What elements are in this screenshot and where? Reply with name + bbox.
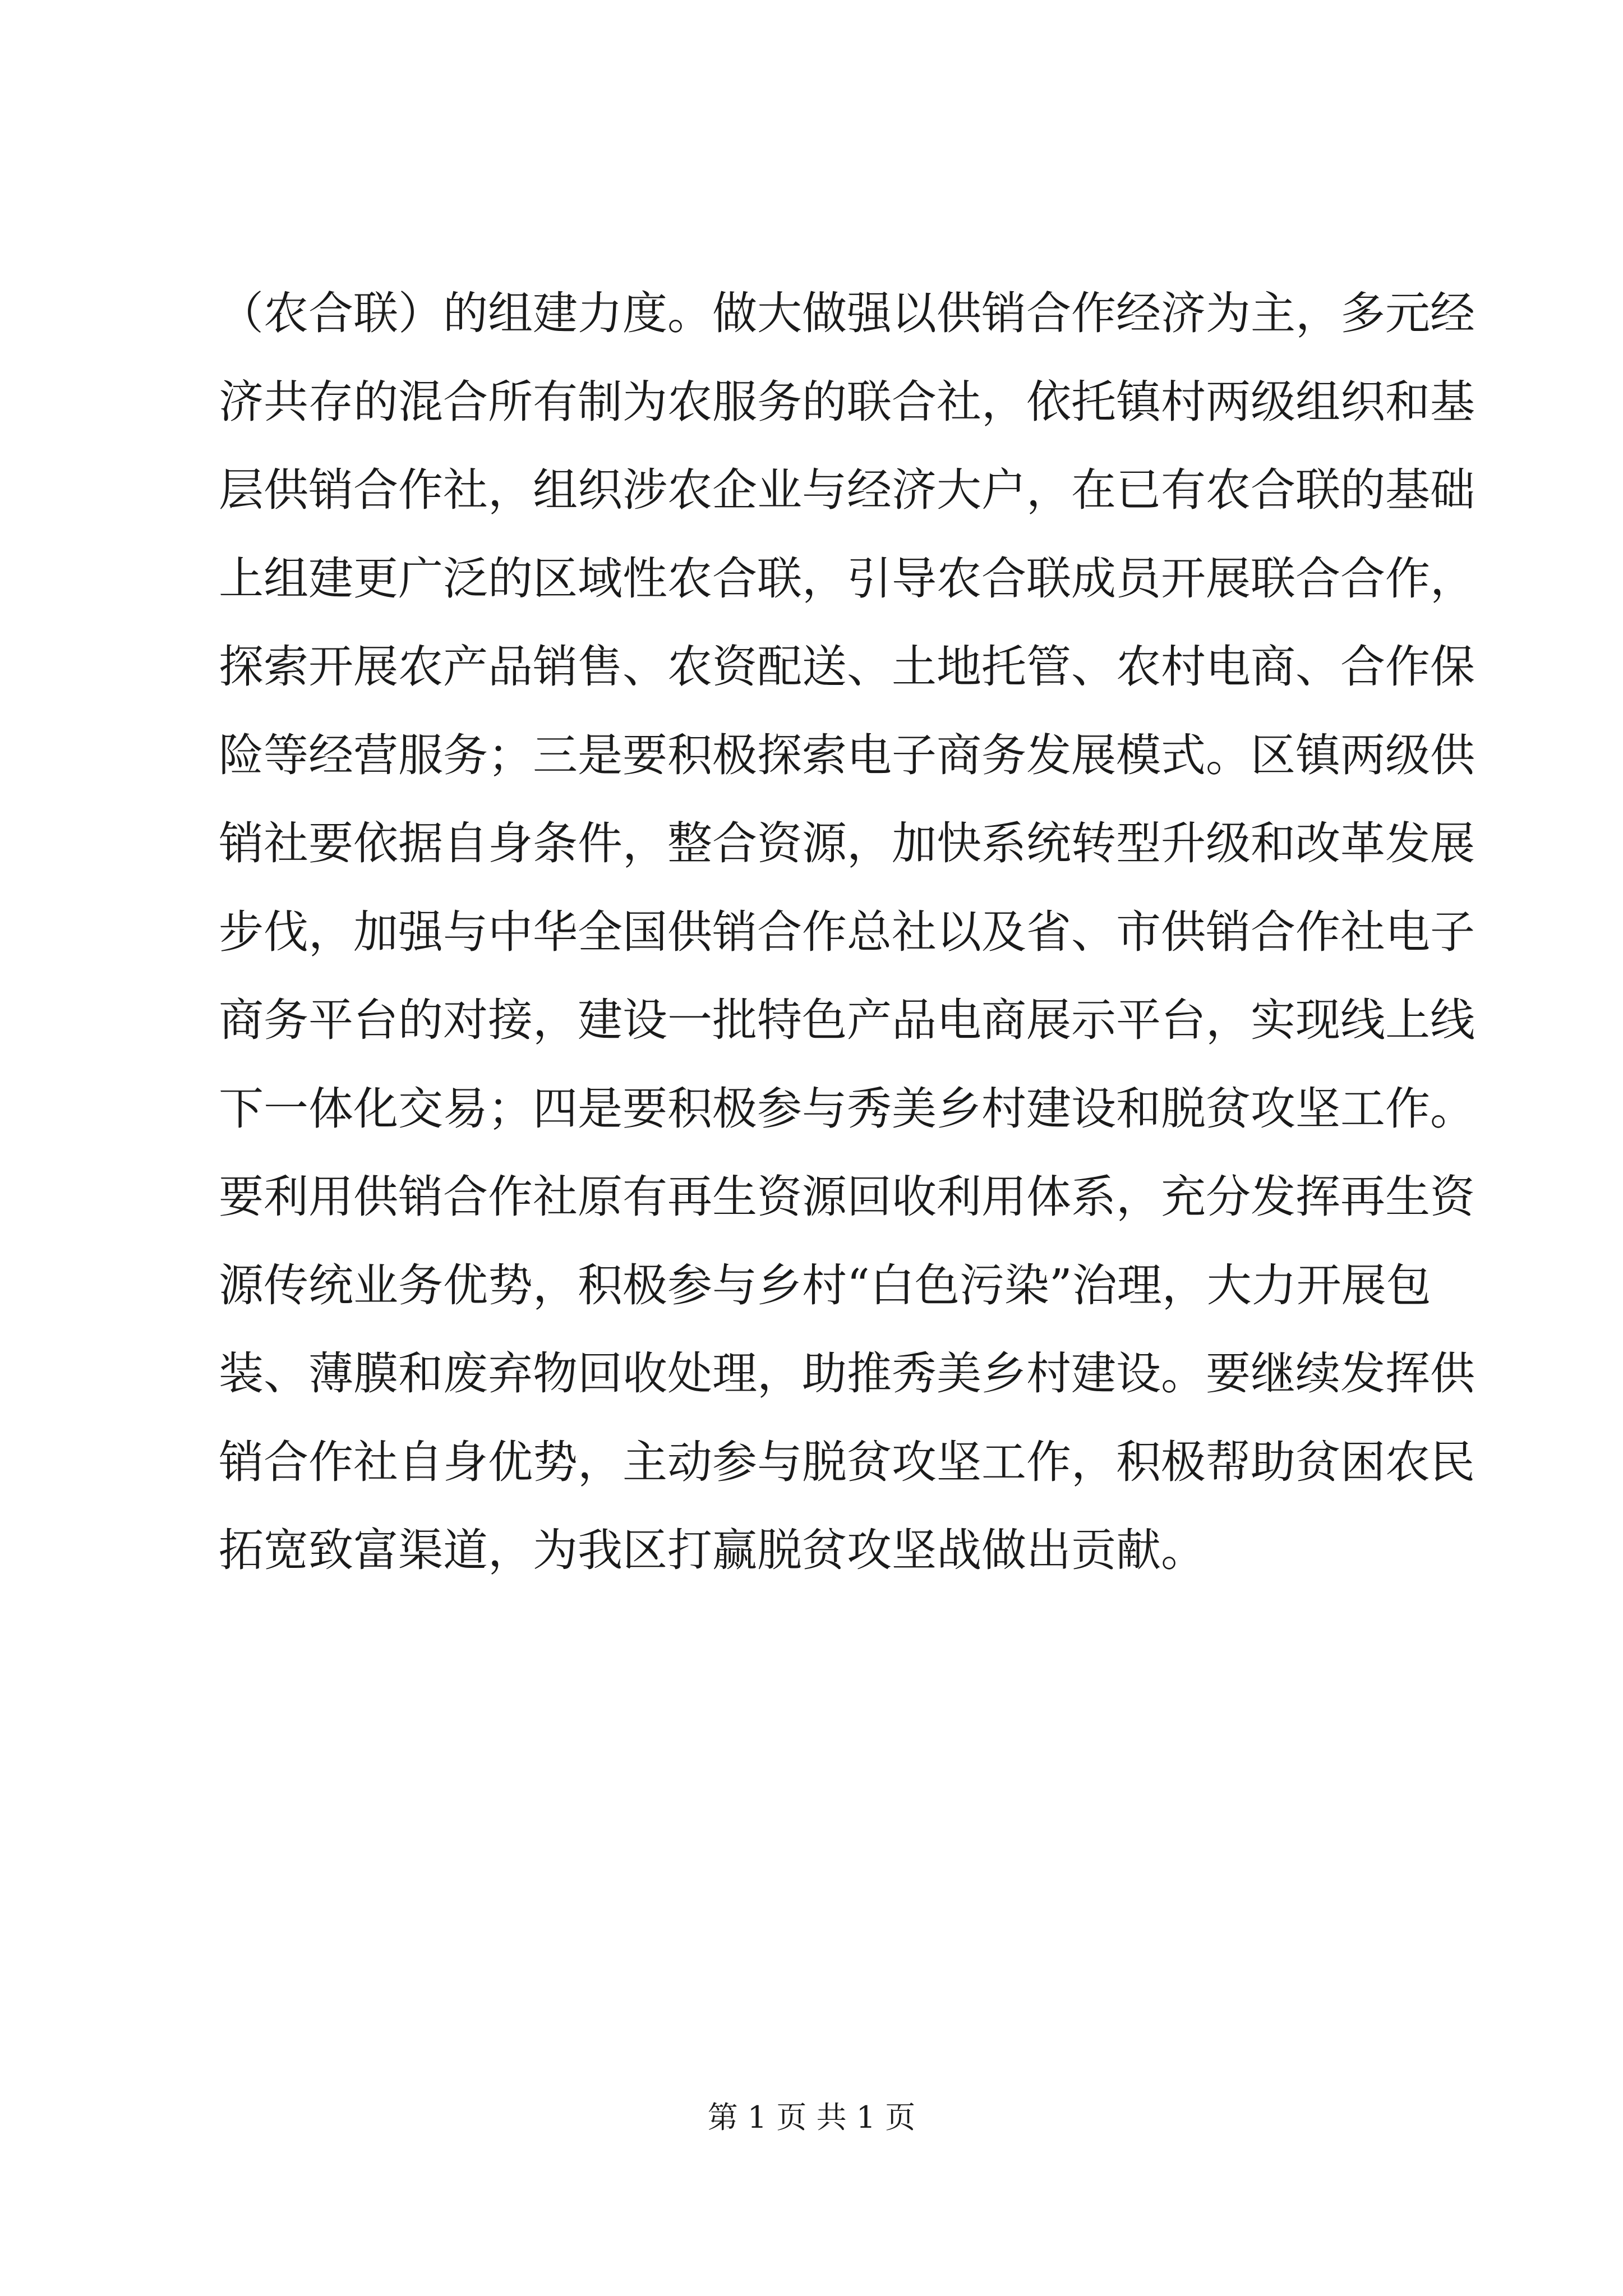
text-line: 探索开展农产品销售、农资配送、土地托管、农村电商、合作保 [219, 641, 1475, 693]
text-line: （农合联）的组建力度。做大做强以供销合作经济为主，多元经 [219, 287, 1475, 339]
text-line: 步伐，加强与中华全国供销合作总社以及省、市供销合作社电子 [219, 905, 1475, 958]
body-paragraph [219, 269, 1475, 1595]
text-line: 商务平台的对接，建设一批特色产品电商展示平台，实现线上线 [219, 994, 1475, 1046]
text-line: 层供销合作社，组织涉农企业与经济大户，在已有农合联的基础 [219, 464, 1475, 516]
text-line: 装、薄膜和废弃物回收处理，助推秀美乡村建设。要继续发挥供 [219, 1347, 1475, 1400]
text-line: 拓宽致富渠道，为我区打赢脱贫攻坚战做出贡献。 [219, 1524, 1206, 1576]
text-line: 源传统业务优势，积极参与乡村“白色污染”治理，大力开展包 [219, 1259, 1431, 1312]
text-line: 销社要依据自身条件，整合资源，加快系统转型升级和改革发展 [219, 817, 1475, 869]
text-line: 上组建更广泛的区域性农合联，引导农合联成员开展联合合作， [219, 552, 1475, 605]
text-line: 济共存的混合所有制为农服务的联合社，依托镇村两级组织和基 [219, 375, 1475, 428]
text-line: 要利用供销合作社原有再生资源回收利用体系，充分发挥再生资 [219, 1171, 1475, 1223]
text-line: 下一体化交易；四是要积极参与秀美乡村建设和脱贫攻坚工作。 [219, 1082, 1475, 1135]
page-number-footer: 第 1 页 共 1 页 [707, 2100, 916, 2135]
text-line: 销合作社自身优势，主动参与脱贫攻坚工作，积极帮助贫困农民 [219, 1435, 1475, 1488]
text-line: 险等经营服务；三是要积极探索电子商务发展模式。区镇两级供 [219, 729, 1475, 781]
